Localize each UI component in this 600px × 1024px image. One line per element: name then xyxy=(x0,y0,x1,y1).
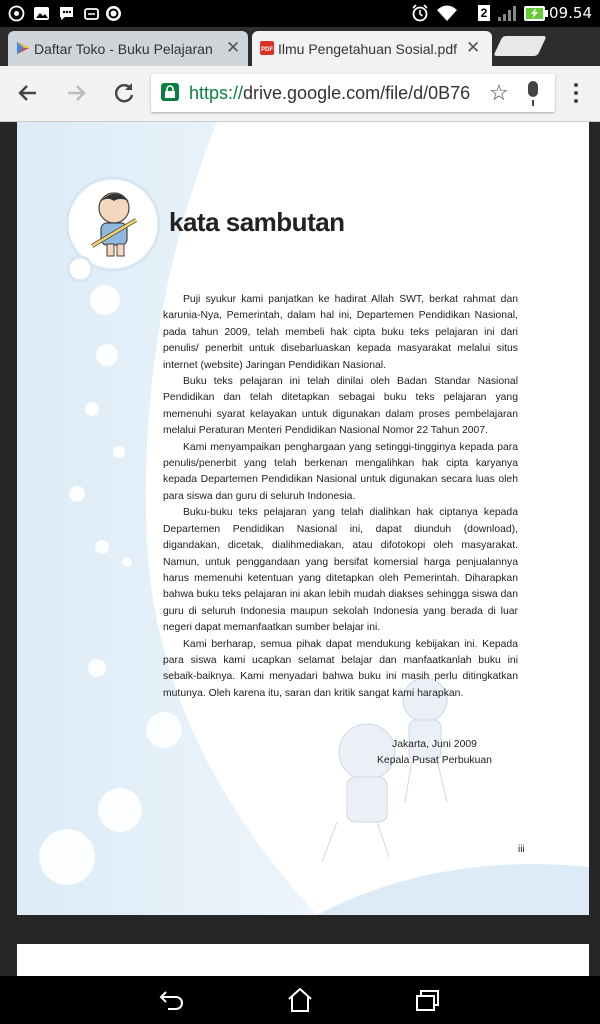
microphone-stem xyxy=(532,100,534,106)
pdf-next-page xyxy=(17,944,589,976)
mascot-illustration xyxy=(74,184,154,264)
url-host-path: drive.google.com/file/d/0B76 xyxy=(243,83,471,103)
address-bar[interactable] xyxy=(151,74,555,112)
battery-charging-icon xyxy=(523,5,549,22)
url-scheme: https:// xyxy=(189,83,244,103)
whatsapp-icon xyxy=(8,5,25,22)
paragraph: Buku-buku teks pelajaran yang telah dialihkan hak ciptanya kepada Departemen Pendidikan Nasional ini, dapat diunduh (download), digandakan, dicetak, dialihmediakan, atau difotokopi oleh masyarakat. Namun, untuk penggandaan yang bersifat komersial harga penjualannya harus memenuhi ketentuan yang ditetapkan oleh Pemerintah. Diharapkan bahwa buku teks pelajaran ini akan lebih mudah diakses sehingga siswa dan guru di seluruh Indonesia maupun sekolah Indonesia yang berada di luar negeri dapat memanfaatkan sumber belajar ini. xyxy=(163,507,518,634)
microphone-icon[interactable] xyxy=(528,81,538,97)
pdf-viewer[interactable] xyxy=(0,122,600,976)
alarm-icon xyxy=(411,4,429,22)
back-icon[interactable] xyxy=(158,988,186,1012)
signature-block xyxy=(377,737,492,769)
back-arrow-icon[interactable] xyxy=(14,79,42,107)
recent-apps-icon[interactable] xyxy=(414,988,442,1012)
browser-toolbar xyxy=(0,66,600,122)
paragraph: Puji syukur kami panjatkan ke hadirat Allah SWT, berkat rahmat dan karunia-Nya, Pemerintah, dalam hal ini, Departemen Pendidikan Nasional, pada tahun 2009, telah membeli hak cipta buku teks pelajaran ini dari penulis/ penerbit untuk disebarluaskan kepada masyarakat melalui situs internet (website) Jaringan Pendidikan Nasional. xyxy=(163,294,518,371)
photo-icon xyxy=(33,5,50,22)
svg-text:PDF: PDF xyxy=(261,47,273,53)
tab-ilmu-pengetahuan-sosial[interactable] xyxy=(252,31,492,66)
pdf-icon xyxy=(260,41,274,55)
wifi-icon xyxy=(436,4,458,22)
system-nav-bar xyxy=(0,976,600,1024)
play-store-icon xyxy=(16,41,30,55)
tab-daftar-toko[interactable] xyxy=(8,31,248,66)
page-number: iii xyxy=(518,844,525,855)
tab-strip xyxy=(0,27,600,66)
close-tab-icon[interactable]: ✕ xyxy=(466,38,481,57)
bbm-icon xyxy=(58,5,75,22)
sim-2-icon: 2 xyxy=(478,5,490,21)
forward-arrow-icon[interactable] xyxy=(62,79,90,107)
paragraph: Kami menyampaikan penghargaan yang setinggi-tingginya kepada para penulis/penerbit yang telah berkenan mengalihkan hak cipta karyanya kepada Departemen Pendidikan Nasional untuk digunakan secara luas oleh para siswa dan guru di seluruh Indonesia. xyxy=(163,441,518,502)
close-tab-icon[interactable]: ✕ xyxy=(226,38,241,57)
signal-icon xyxy=(497,5,517,22)
pdf-page xyxy=(17,122,589,915)
signature-title: Kepala Pusat Perbukuan xyxy=(377,755,492,766)
status-bar xyxy=(0,0,600,27)
paragraph: Buku teks pelajaran ini telah dinilai oleh Badan Standar Nasional Pendidikan dan telah ditetapkan sebagai buku teks pelajaran yang memenuhi syarat kelayakan untuk digunakan dalam proses pembelajaran melalui Peraturan Menteri Pendidikan Nasional Nomor 22 Tahun 2007. xyxy=(163,376,518,437)
body-text xyxy=(163,292,518,702)
tab-title: Daftar Toko - Buku Pelajaran xyxy=(34,41,213,57)
overflow-menu-icon[interactable] xyxy=(568,82,584,104)
clock: 09.54 xyxy=(549,4,592,22)
reload-icon[interactable] xyxy=(110,79,138,107)
signature-place-date: Jakarta, Juni 2009 xyxy=(392,739,477,750)
bookmark-star-icon[interactable]: ☆ xyxy=(489,80,509,105)
new-tab-button[interactable] xyxy=(493,36,546,56)
url-text[interactable] xyxy=(189,83,479,104)
home-icon[interactable] xyxy=(286,987,314,1013)
page-heading: kata sambutan xyxy=(169,207,345,237)
tab-title: Ilmu Pengetahuan Sosial.pdf xyxy=(278,41,458,57)
paragraph: Kami berharap, semua pihak dapat mendukung kebijakan ini. Kepada para siswa kami ucapkan selamat belajar dan manfaatkanlah buku ini sebaik-baiknya. Kami menyadari bahwa buku ini masih perlu ditingkatkan mutunya. Oleh karena itu, saran dan kritik sangat kami harapkan. xyxy=(163,638,518,699)
lock-icon xyxy=(161,83,179,101)
shazam-icon xyxy=(105,5,122,22)
alarm-clock-icon xyxy=(83,5,100,22)
